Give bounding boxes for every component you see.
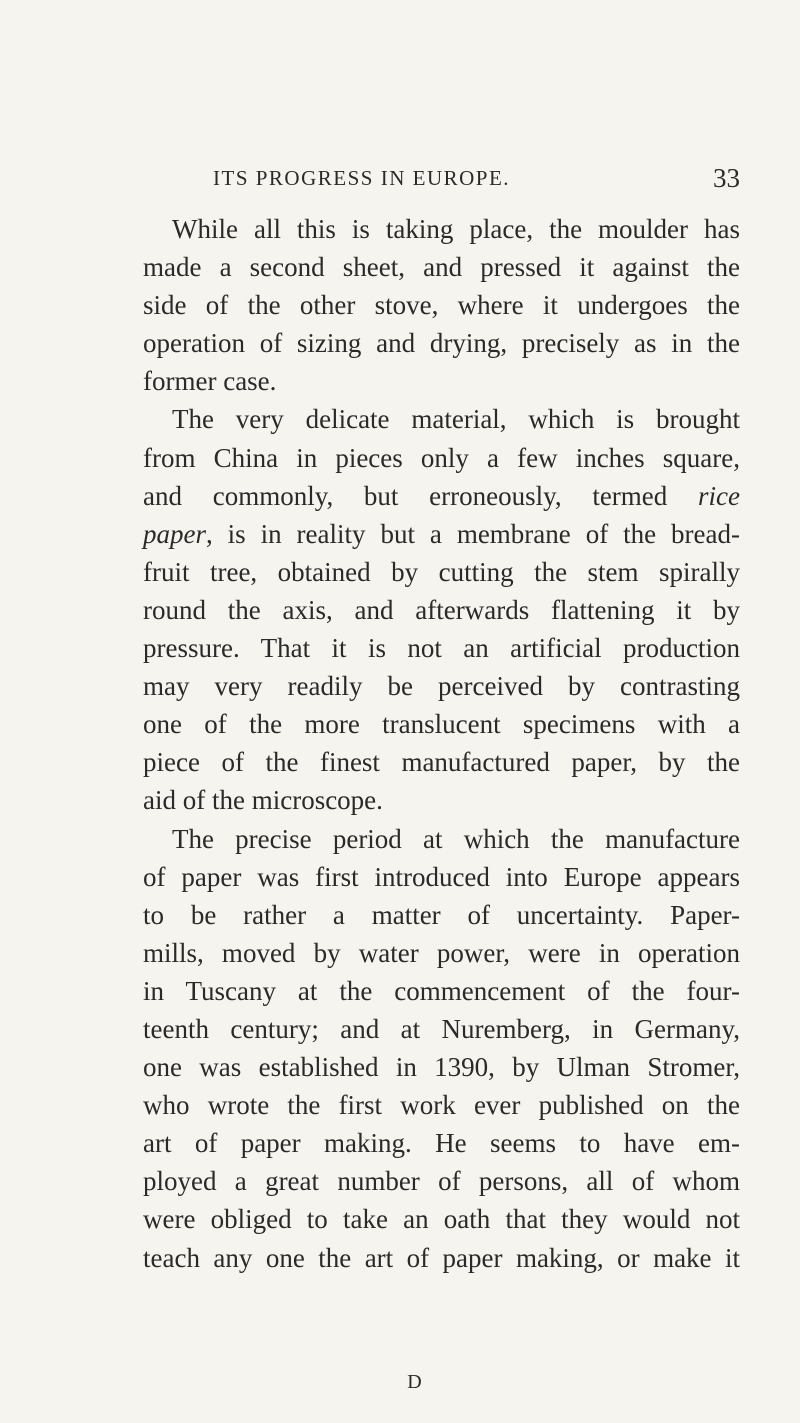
text-line: may very readily be perceived by contrasting — [143, 671, 740, 702]
text-line: ployed a great number of persons, all of whom — [143, 1166, 740, 1197]
text-line: fruit tree, obtained by cutting the stem spirally — [143, 556, 740, 587]
text-line: operation of sizing and drying, precisely as in the — [143, 328, 740, 359]
text-line — [143, 477, 740, 515]
running-title: ITS PROGRESS IN EUROPE. — [213, 166, 511, 190]
text-line: pressure. That it is not an artificial production — [143, 633, 740, 664]
text-line: round the axis, and afterwards flattening it by — [143, 594, 740, 625]
text-line: to be rather a matter of uncertainty. Paper- — [143, 899, 740, 930]
text-segment: , is in reality but a membrane of the bread- — [206, 518, 740, 549]
text-line: who wrote the first work ever published on the — [143, 1090, 740, 1121]
text-line: made a second sheet, and pressed it against the — [143, 252, 740, 283]
text-line: art of paper making. He seems to have em- — [143, 1128, 740, 1159]
signature-mark: D — [407, 1371, 422, 1393]
italic-term: rice — [698, 480, 741, 511]
page-number: 33 — [713, 163, 740, 193]
text-line: While all this is taking place, the moulder has — [172, 214, 740, 244]
text-segment: and commonly, but erroneously, termed — [143, 480, 668, 511]
text-line: mills, moved by water power, were in operation — [143, 937, 740, 968]
italic-term: paper — [143, 518, 206, 549]
text-line: aid of the microscope. — [143, 785, 383, 816]
text-line: The very delicate material, which is brought — [172, 404, 740, 435]
text-line: teenth century; and at Nuremberg, in Germany, — [143, 1013, 740, 1044]
page-header — [142, 163, 740, 193]
text-line: teach any one the art of paper making, or make it — [143, 1242, 740, 1273]
text-line: were obliged to take an oath that they would not — [143, 1204, 740, 1235]
text-line: side of the other stove, where it undergoes the — [143, 290, 740, 321]
text-line: The precise period at which the manufacture — [172, 823, 740, 854]
text-line: former case. — [143, 366, 277, 397]
text-line: of paper was first introduced into Europe appears — [143, 861, 740, 892]
text-line — [143, 515, 740, 553]
text-line: one was established in 1390, by Ulman Stromer, — [143, 1052, 740, 1083]
text-line: piece of the finest manufactured paper, by the — [143, 747, 740, 778]
text-line: in Tuscany at the commencement of the four- — [143, 975, 740, 1006]
text-line: from China in pieces only a few inches square, — [143, 442, 740, 473]
text-line: one of the more translucent specimens with a — [143, 709, 740, 740]
body-text — [143, 210, 740, 1277]
